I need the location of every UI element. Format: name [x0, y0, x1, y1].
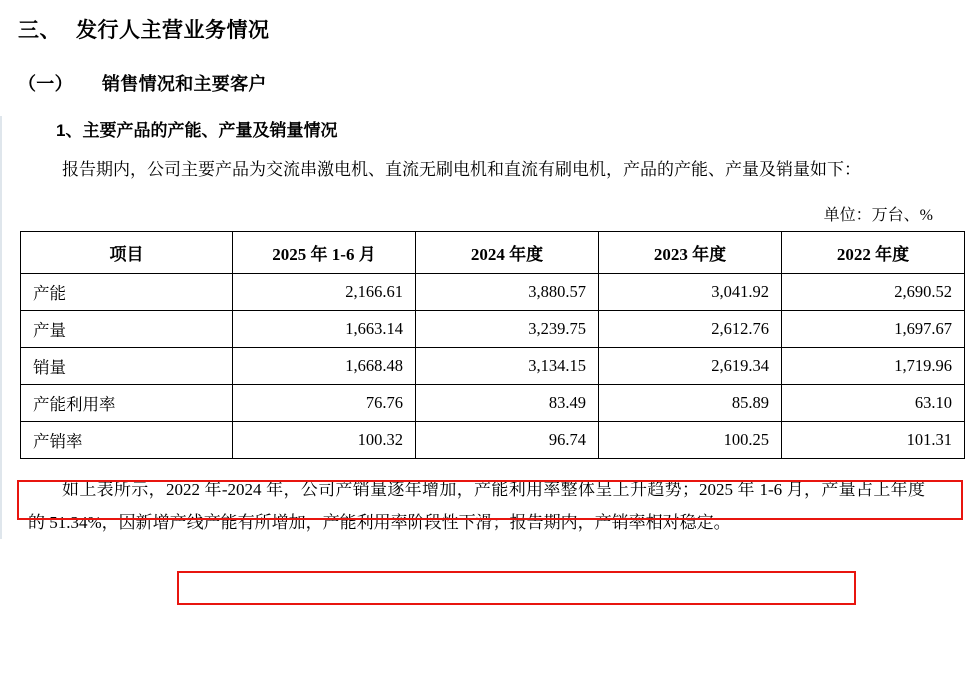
- subsection-number: （一）: [18, 74, 73, 94]
- col-header-2025h1: 2025 年 1-6 月: [233, 232, 416, 274]
- row-label: 产能利用率: [21, 385, 233, 422]
- cell-value: 85.89: [599, 385, 782, 422]
- cell-value: 96.74: [416, 422, 599, 459]
- col-header-2024: 2024 年度: [416, 232, 599, 274]
- row-label: 产能: [21, 274, 233, 311]
- analysis-paragraph: 如上表所示，2022 年-2024 年，公司产销量逐年增加，产能利用率整体呈上升趋势；2025 年 1-6 月，产量占上年度的 51.34%，因新增产线产能有所增加，产能利用率阶段性下滑；报告期内，产销率相对稳定。: [28, 480, 925, 532]
- cell-value: 2,690.52: [782, 274, 965, 311]
- cell-value: 63.10: [782, 385, 965, 422]
- row-label: 产销率: [21, 422, 233, 459]
- document-page: [0, 14, 971, 693]
- cell-value: 3,041.92: [599, 274, 782, 311]
- table-row: [21, 311, 965, 348]
- cell-value: 2,612.76: [599, 311, 782, 348]
- cell-value: 83.49: [416, 385, 599, 422]
- row-label: 产量: [21, 311, 233, 348]
- col-header-2022: 2022 年度: [782, 232, 965, 274]
- cell-value: 1,663.14: [233, 311, 416, 348]
- table-header-row: [21, 232, 965, 274]
- col-header-item: 项目: [21, 232, 233, 274]
- cell-value: 3,239.75: [416, 311, 599, 348]
- cell-value: 2,166.61: [233, 274, 416, 311]
- cell-value: 3,880.57: [416, 274, 599, 311]
- content-block: [0, 116, 971, 539]
- cell-value: 100.25: [599, 422, 782, 459]
- col-header-2023: 2023 年度: [599, 232, 782, 274]
- row-label: 销量: [21, 348, 233, 385]
- production-sales-table: [20, 231, 965, 459]
- cell-value: 2,619.34: [599, 348, 782, 385]
- table-row: [21, 348, 965, 385]
- cell-value: 76.76: [233, 385, 416, 422]
- section-heading: [18, 14, 971, 44]
- cell-value: 100.32: [233, 422, 416, 459]
- table-row-highlighted: [21, 385, 965, 422]
- intro-paragraph: 报告期内，公司主要产品为交流串激电机、直流无刷电机和直流有刷电机，产品的产能、产量及销量如下：: [62, 160, 861, 179]
- subsection-title: 销售情况和主要客户: [102, 74, 267, 94]
- cell-value: 1,719.96: [782, 348, 965, 385]
- item-heading: 1、主要产品的产能、产量及销量情况: [56, 121, 338, 140]
- cell-value: 3,134.15: [416, 348, 599, 385]
- section-number: 三、: [18, 19, 61, 42]
- cell-value: 1,697.67: [782, 311, 965, 348]
- cell-value: 101.31: [782, 422, 965, 459]
- section-title: 发行人主营业务情况: [76, 19, 270, 42]
- cell-value: 1,668.48: [233, 348, 416, 385]
- table-row: [21, 274, 965, 311]
- subsection-heading: [18, 70, 971, 96]
- unit-note: 单位：万台、%: [823, 207, 933, 224]
- highlight-box-analysis-text: [177, 571, 856, 605]
- table-row: [21, 422, 965, 459]
